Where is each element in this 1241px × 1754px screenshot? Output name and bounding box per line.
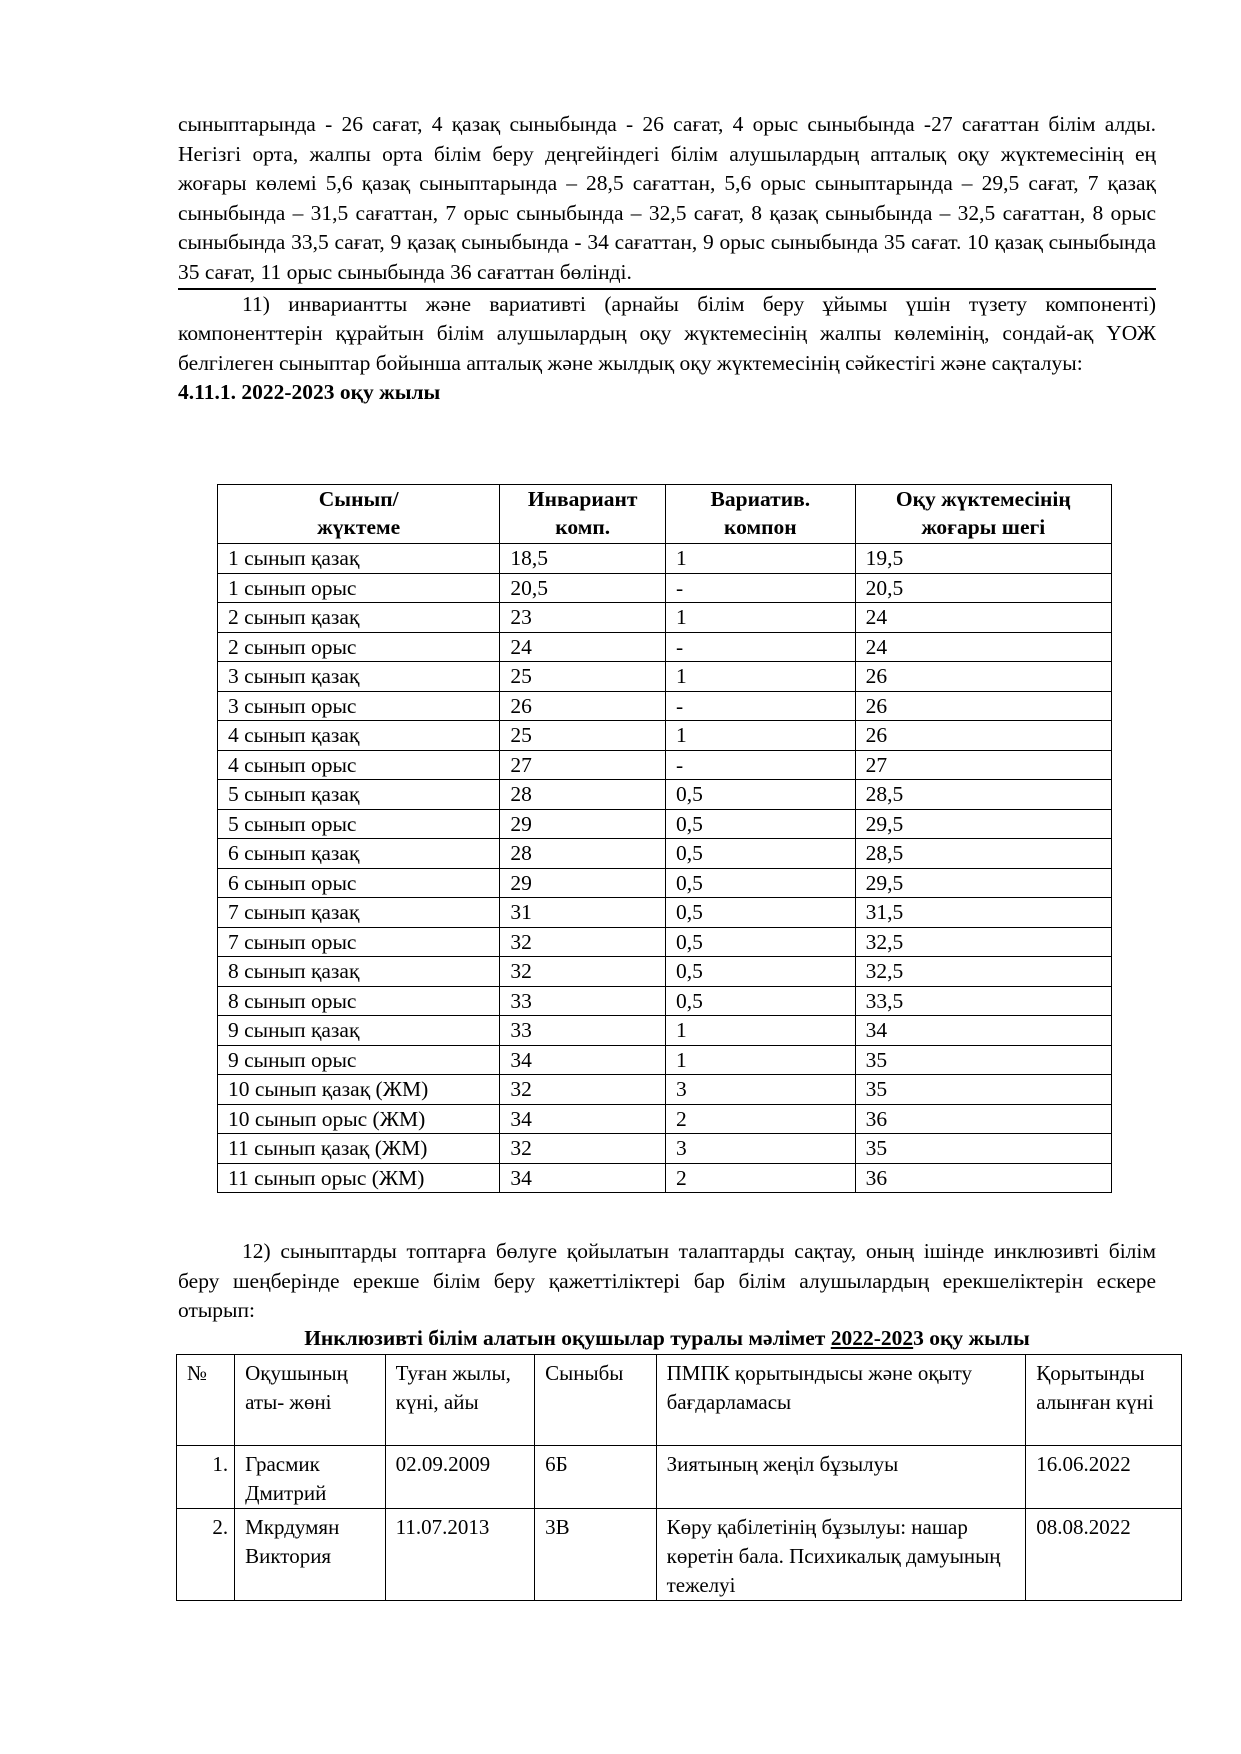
cell-invariant: 24 [500,632,666,662]
cell-max-load: 35 [855,1075,1111,1105]
table-row [218,927,1112,957]
header-pmpk-conclusion: ПМПК қорытындысы және оқыту бағдарламасы [656,1355,1026,1446]
table-header-row [177,1355,1182,1446]
cell-variative: - [666,573,856,603]
caption-text: 3 оқу жылы [913,1326,1030,1350]
paragraph-12: 12) сыныптарды топтарға бөлуге қойылатын талаптарды сақтау, оның ішінде инклюзивті білім беру шеңберінде ерекше білім беру қажеттіліктері бар білім алушылардың ерекшеліктерін ескере отырып: [178,1239,1156,1323]
cell-invariant: 33 [500,1016,666,1046]
cell-invariant: 28 [500,780,666,810]
cell-invariant: 31 [500,898,666,928]
cell-class: 11 сынып орыс (ЖМ) [218,1163,500,1193]
cell-invariant: 28 [500,839,666,869]
cell-variative: - [666,691,856,721]
table-row [218,1134,1112,1164]
cell-variative: 0,5 [666,986,856,1016]
cell-variative: 0,5 [666,927,856,957]
cell-max-load: 29,5 [855,868,1111,898]
cell-variative: 1 [666,544,856,574]
table-row [218,603,1112,633]
cell-class: 7 сынып қазақ [218,898,500,928]
cell-invariant: 34 [500,1045,666,1075]
header-text: жүктеме [317,515,401,539]
cell-invariant: 32 [500,927,666,957]
cell-birth-date: 11.07.2013 [385,1509,535,1601]
cell-class: 3 сынып қазақ [218,662,500,692]
cell-class: 3 сынып орыс [218,691,500,721]
header-text: Сынып/ [318,487,399,511]
cell-max-load: 19,5 [855,544,1111,574]
cell-variative: 3 [666,1075,856,1105]
cell-variative: 1 [666,662,856,692]
cell-max-load: 31,5 [855,898,1111,928]
cell-class: 7 сынып орыс [218,927,500,957]
cell-birth-date: 02.09.2009 [385,1446,535,1509]
cell-invariant: 32 [500,1075,666,1105]
paragraph-11: 11) инвариантты және вариативті (арнайы білім беру ұйымы үшін түзету компоненті) компоненттерін құрайтын білім алушылардың оқу жүктемесінің жалпы көлемінің, сондай-ақ ҮОЖ белгілеген сыныптар бойынша апталық және жылдық оқу жүктемесінің сәйкестігі және сақталуы: [178,291,1156,375]
cell-max-load: 26 [855,721,1111,751]
cell-max-load: 28,5 [855,780,1111,810]
cell-variative: 1 [666,721,856,751]
cell-variative: 2 [666,1163,856,1193]
cell-class: 11 сынып қазақ (ЖМ) [218,1134,500,1164]
table-row [218,1075,1112,1105]
table-row [218,839,1112,869]
cell-class: 10 сынып қазақ (ЖМ) [218,1075,500,1105]
table-row [218,750,1112,780]
cell-invariant: 33 [500,986,666,1016]
cell-number: 1. [177,1446,235,1509]
cell-max-load: 28,5 [855,839,1111,869]
cell-conclusion-date: 16.06.2022 [1026,1446,1182,1509]
header-text: компон [724,515,797,539]
table-row [177,1446,1182,1509]
header-max-load [855,485,1111,544]
cell-grade: 6Б [535,1446,656,1509]
cell-max-load: 35 [855,1045,1111,1075]
cell-max-load: 26 [855,691,1111,721]
cell-class: 8 сынып орыс [218,986,500,1016]
cell-grade: 3В [535,1509,656,1601]
table-row [218,868,1112,898]
inclusive-caption [178,1324,1156,1352]
cell-variative: 0,5 [666,957,856,987]
cell-max-load: 27 [855,750,1111,780]
table-row [218,544,1112,574]
table-row [218,898,1112,928]
table-row [218,809,1112,839]
table-header-row [218,485,1112,544]
header-invariant [500,485,666,544]
cell-variative: 0,5 [666,839,856,869]
cell-number: 2. [177,1509,235,1601]
cell-class: 9 сынып орыс [218,1045,500,1075]
table-row [218,986,1112,1016]
section-heading: 4.11.1. 2022-2023 оқу жылы [178,380,441,405]
cell-class: 6 сынып қазақ [218,839,500,869]
table-row [218,632,1112,662]
header-text: комп. [555,515,611,539]
header-conclusion-date: Қорытынды алынған күні [1026,1355,1182,1446]
cell-variative: 0,5 [666,780,856,810]
header-student-name: Оқушының аты- жөні [235,1355,386,1446]
cell-class: 5 сынып қазақ [218,780,500,810]
cell-max-load: 32,5 [855,957,1111,987]
header-class [218,485,500,544]
cell-invariant: 29 [500,868,666,898]
cell-variative: - [666,750,856,780]
cell-variative: 0,5 [666,898,856,928]
header-text: Оқу жүктемесінің [895,487,1071,511]
table-row [218,721,1112,751]
cell-class: 8 сынып қазақ [218,957,500,987]
cell-student-name: Грасмик Дмитрий [235,1446,386,1509]
header-number: № [177,1355,235,1446]
cell-student-name: Мкрдумян Виктория [235,1509,386,1601]
cell-variative: 0,5 [666,868,856,898]
cell-conclusion-date: 08.08.2022 [1026,1509,1182,1601]
cell-max-load: 34 [855,1016,1111,1046]
table-row [218,662,1112,692]
cell-invariant: 32 [500,957,666,987]
cell-invariant: 23 [500,603,666,633]
cell-variative: 0,5 [666,809,856,839]
header-birth-date: Туған жылы, күні, айы [385,1355,535,1446]
cell-max-load: 36 [855,1163,1111,1193]
cell-max-load: 29,5 [855,809,1111,839]
table-row [218,780,1112,810]
cell-max-load: 26 [855,662,1111,692]
cell-invariant: 26 [500,691,666,721]
caption-text: Инклюзивті білім алатын оқушылар туралы мәлімет [304,1326,831,1350]
caption-underlined-text: 2022-202 [830,1326,914,1350]
cell-class: 1 сынып орыс [218,573,500,603]
cell-variative: 2 [666,1104,856,1134]
cell-variative: 3 [666,1134,856,1164]
cell-invariant: 20,5 [500,573,666,603]
intro-paragraph: сыныптарында - 26 сағат, 4 қазақ сыныбында - 26 сағат, 4 орыс сыныбында -27 сағаттан білім алды. Негізгі орта, жалпы орта білім беру деңгейіндегі білім алушылардың апталық оқу жүктемесінің ең жоғары көлемі 5,6 қазақ сыныптарында – 28,5 сағаттан, 5,6 орыс сыныптарында – 29,5 сағат, 7 қазақ сыныбында – 31,5 сағаттан, 7 орыс сыныбында – 32,5 сағат, 8 қазақ сыныбында – 32,5 сағаттан, 8 орыс сыныбында 33,5 сағат, 9 қазақ сыныбында - 34 сағаттан, 9 орыс сыныбында 35 сағат. 10 қазақ сыныбында 35 сағат, 11 орыс сыныбында 36 сағаттан бөлінді. [178,112,1156,284]
inclusive-table-body [177,1355,1182,1601]
header-text: Инвариант [527,487,638,511]
table-row [218,1163,1112,1193]
cell-class: 5 сынып орыс [218,809,500,839]
cell-class: 9 сынып қазақ [218,1016,500,1046]
cell-invariant: 25 [500,721,666,751]
cell-class: 4 сынып орыс [218,750,500,780]
table-row [218,1104,1112,1134]
cell-max-load: 32,5 [855,927,1111,957]
table-row [218,573,1112,603]
cell-max-load: 24 [855,632,1111,662]
document-page [178,110,1156,407]
table-row [218,1016,1112,1046]
cell-variative: - [666,632,856,662]
cell-max-load: 33,5 [855,986,1111,1016]
cell-invariant: 27 [500,750,666,780]
cell-class: 10 сынып орыс (ЖМ) [218,1104,500,1134]
cell-variative: 1 [666,1016,856,1046]
cell-max-load: 35 [855,1134,1111,1164]
header-grade: Сыныбы [535,1355,656,1446]
table-row [218,691,1112,721]
cell-max-load: 24 [855,603,1111,633]
cell-max-load: 36 [855,1104,1111,1134]
cell-class: 6 сынып орыс [218,868,500,898]
cell-class: 4 сынып қазақ [218,721,500,751]
cell-max-load: 20,5 [855,573,1111,603]
inclusive-students-table [176,1354,1182,1601]
cell-pmpk-conclusion: Көру қабілетінің бұзылуы: нашар көретін бала. Психикалық дамуының тежелуі [656,1509,1026,1601]
load-table-body [218,544,1112,1193]
cell-invariant: 18,5 [500,544,666,574]
cell-variative: 1 [666,1045,856,1075]
header-text: жоғары шегі [921,515,1046,539]
cell-invariant: 29 [500,809,666,839]
cell-class: 1 сынып қазақ [218,544,500,574]
cell-invariant: 32 [500,1134,666,1164]
study-load-table [217,484,1112,1193]
cell-variative: 1 [666,603,856,633]
table-row [218,957,1112,987]
header-variative [666,485,856,544]
table-row [218,1045,1112,1075]
cell-class: 2 сынып қазақ [218,603,500,633]
cell-class: 2 сынып орыс [218,632,500,662]
header-text: Вариатив. [710,487,811,511]
cell-pmpk-conclusion: Зиятының жеңіл бұзылуы [656,1446,1026,1509]
table-row [177,1509,1182,1601]
cell-invariant: 25 [500,662,666,692]
cell-invariant: 34 [500,1163,666,1193]
cell-invariant: 34 [500,1104,666,1134]
